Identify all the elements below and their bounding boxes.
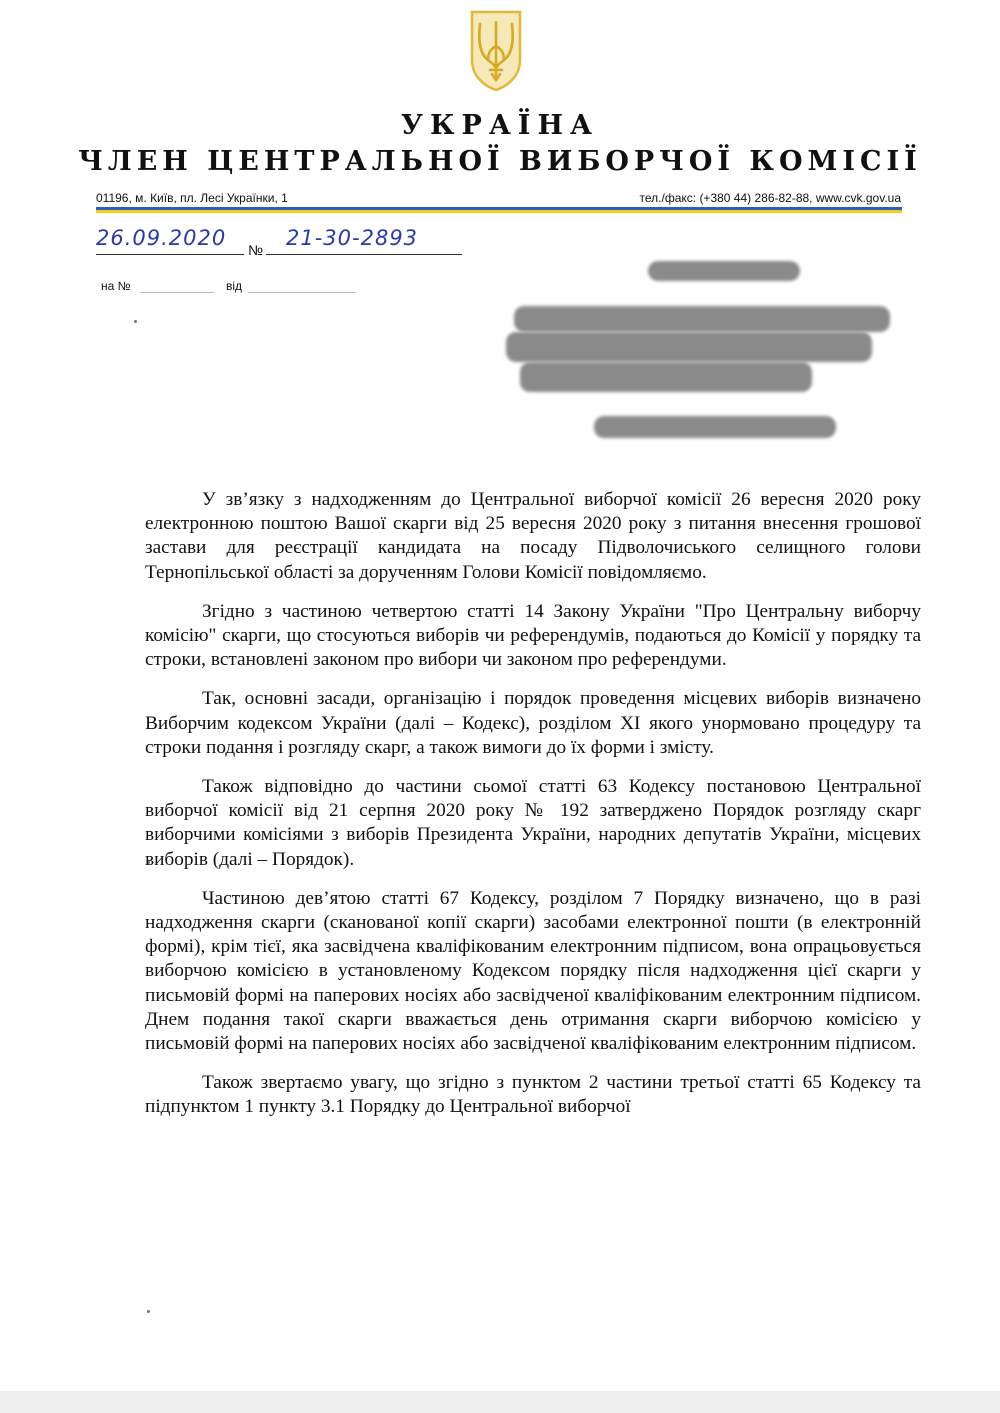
- handwritten-number: 21-30-2893: [286, 226, 419, 250]
- redacted-block: [506, 332, 872, 362]
- ref-number-underline: [140, 292, 214, 293]
- redacted-block: [520, 362, 812, 392]
- ref-date-label: від: [226, 279, 243, 293]
- institution-title: ЧЛЕН ЦЕНТРАЛЬНОЇ ВИБОРЧОЇ КОМІСІЇ: [78, 146, 922, 177]
- scan-mark: [134, 320, 137, 323]
- number-underline: [266, 254, 462, 255]
- number-label: №: [248, 242, 264, 258]
- handwritten-date: 26.09.2020: [96, 226, 227, 250]
- scan-bottom-edge: [0, 1391, 1000, 1413]
- office-address: 01196, м. Київ, пл. Лесі Українки, 1: [96, 191, 288, 205]
- paragraph: Згідно з частиною четвертою статті 14 Закону України "Про Центральну виборчу комісію" скарги, що стосуються виборів чи референдумів, подаються до Комісії у порядку та строки, встановлені законом про вибори чи законом про референдуми.: [145, 600, 921, 671]
- header-stripe-yellow: [96, 210, 902, 213]
- date-underline: [96, 254, 244, 255]
- paragraph: Також звертаємо увагу, що згідно з пунктом 2 частини третьої статті 65 Кодексу та підпунктом 1 пункту 3.1 Порядку до Центральної виборчої: [145, 1072, 921, 1118]
- paragraph: Частиною дев’ятою статті 67 Кодексу, розділом 7 Порядку визначено, що в разі надходження скарги (сканованої копії скарги) засобами електронної пошти (в електронній формі), крім тієї, яка засвідчена кваліфікованим електронним підписом, вона опрацьовується виборчою комісією в установленому Кодексом порядку після надходження цієї скарги у письмовій формі на паперових носіях або засвідченої кваліфікованим електронним підписом. Днем подання такої скарги вважається день отримання скарги виборчою комісією у письмовій формі на паперових носіях або засвідченої кваліфікованим електронним підписом.: [145, 887, 921, 1055]
- office-contact: тел./факс: (+380 44) 286-82-88, www.cvk.gov.ua: [639, 191, 901, 205]
- ref-date-underline: [248, 292, 356, 293]
- redacted-block: [594, 416, 836, 438]
- country-title: УКРАЇНА: [401, 110, 599, 141]
- scan-mark: [147, 1310, 150, 1313]
- letter-body: [145, 488, 921, 1135]
- trident-coat-of-arms-icon: [466, 8, 526, 92]
- ref-number-label: на №: [101, 279, 131, 293]
- redacted-block: [648, 261, 800, 281]
- paragraph: У зв’язку з надходженням до Центральної виборчої комісії 26 вересня 2020 року електронною поштою Вашої скарги від 25 вересня 2020 року з питання внесення грошової застави для реєстрації кандидата на посаду Підволочиського селищного голови Тернопільської області за дорученням Голови Комісії повідомляємо.: [145, 489, 921, 583]
- redacted-block: [514, 306, 890, 332]
- paragraph: Також відповідно до частини сьомої статті 63 Кодексу постановою Центральної виборчої комісії від 21 серпня 2020 року № 192 затверджено Порядок розгляду скарг виборчими комісіями з виборів Президента України, народних депутатів України, місцевих виборів (далі – Порядок).: [145, 776, 921, 870]
- paragraph: Так, основні засади, організацію і порядок проведення місцевих виборів визначено Виборчим кодексом України (далі – Кодекс), розділом XI якого унормовано процедуру та строки подання і розгляду скарг, а також вимоги до їх форми і змісту.: [145, 688, 921, 758]
